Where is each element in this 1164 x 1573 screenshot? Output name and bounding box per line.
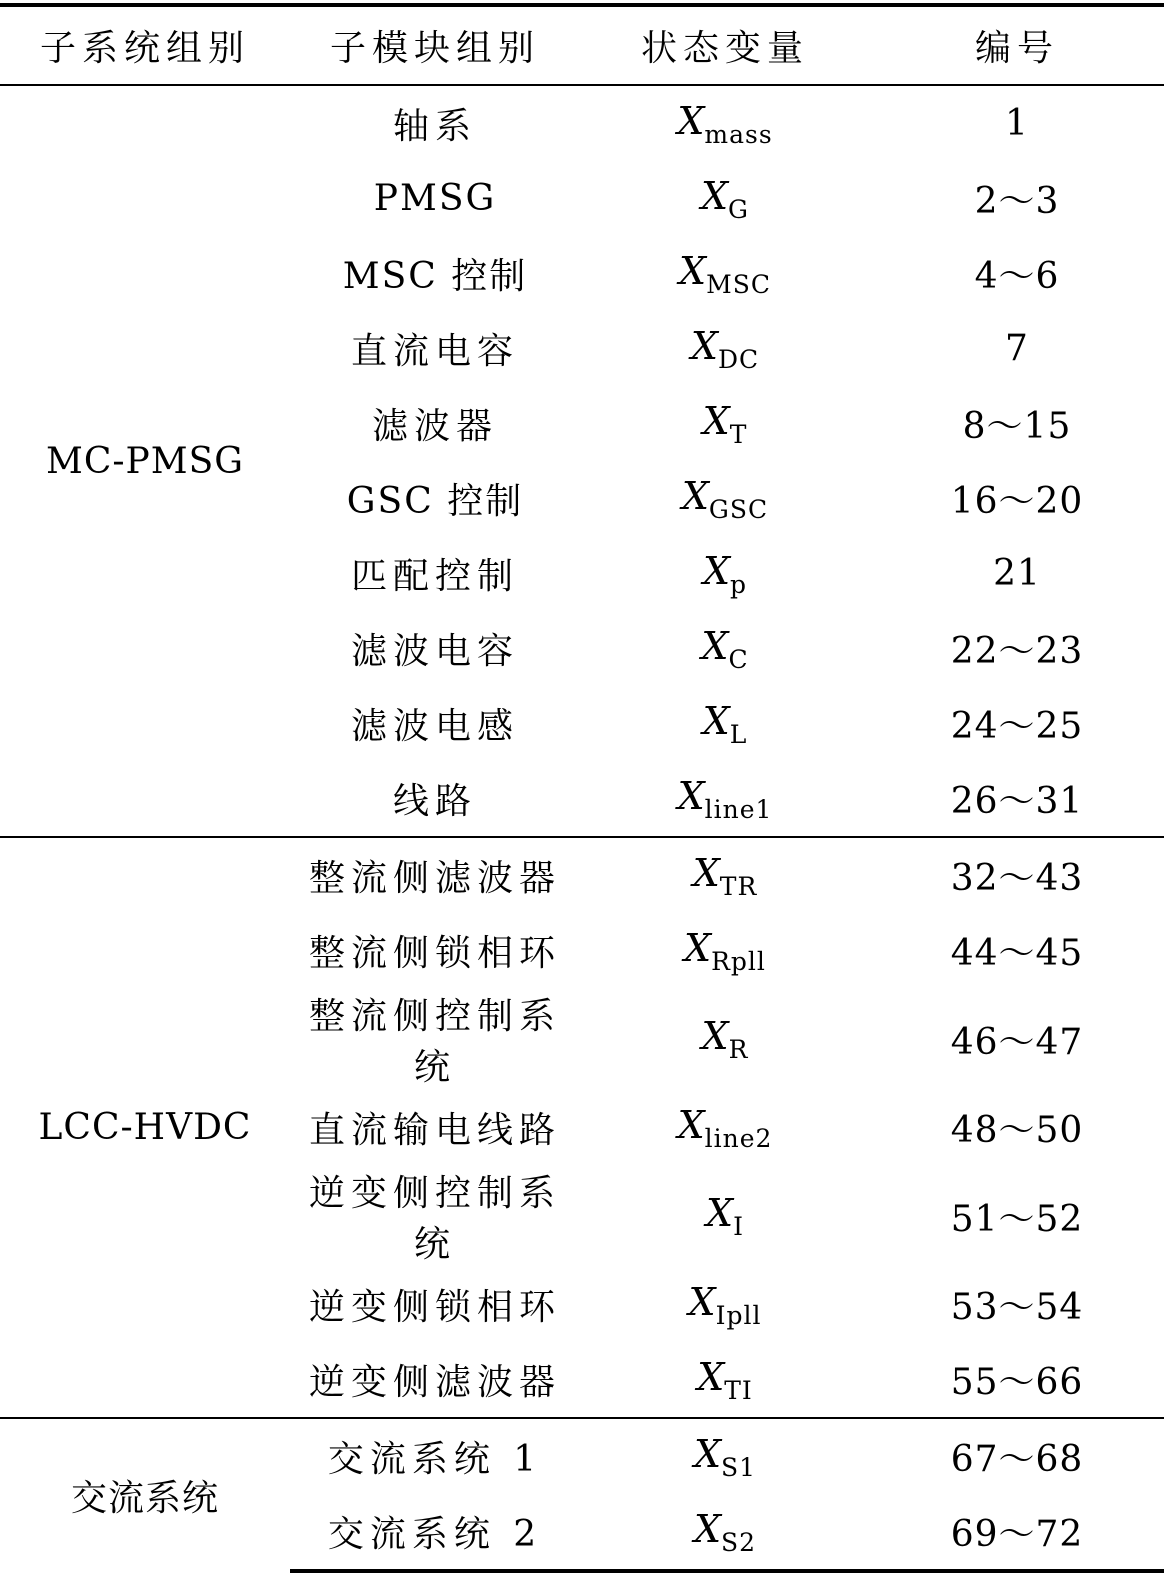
number-cell: 7 [1005, 328, 1029, 369]
state-variable-cell [580, 1342, 870, 1418]
variable-subscript: MSC [706, 269, 771, 299]
variable-subscript: C [728, 644, 749, 674]
subsystem-cell: MC-PMSG [45, 440, 245, 482]
number-cell: 32～43 [870, 837, 1164, 913]
variable-subscript: TR [719, 871, 758, 901]
state-variable-cell [580, 761, 870, 837]
header-module: 子模块组别 [290, 5, 580, 85]
variable-symbol: X [700, 173, 729, 218]
state-variable-cell [580, 1418, 870, 1494]
variable-symbol: X [702, 548, 731, 593]
number-cell: 69～72 [870, 1494, 1164, 1571]
variable-subscript: S1 [721, 1452, 757, 1482]
variable-subscript: p [730, 569, 748, 599]
subsystem-group [0, 837, 1164, 1418]
state-variable-cell [580, 611, 870, 686]
subsystem-cell: 交流系统 [0, 1418, 290, 1571]
variable-symbol: X [677, 773, 705, 818]
state-variable-cell [580, 1165, 870, 1267]
state-variable-cell [580, 988, 870, 1090]
variable-subscript: R [728, 1035, 749, 1064]
header-number: 编号 [870, 5, 1164, 85]
variable-symbol: X [677, 98, 705, 143]
module-cell: 交流系统 1 [290, 1418, 580, 1494]
variable-subscript: T [729, 419, 748, 449]
module-cell: 滤波电容 [350, 631, 519, 672]
variable-subscript: L [729, 719, 748, 749]
number-cell: 1 [1005, 103, 1029, 144]
module-cell: 整流侧控制系统 [308, 996, 561, 1088]
variable-symbol: X [693, 1506, 721, 1551]
variable-subscript: GSC [708, 494, 769, 524]
module-cell: PMSG [373, 178, 497, 219]
state-variable-cell [580, 161, 870, 236]
module-cell: 直流输电线路 [308, 1110, 561, 1151]
variable-symbol: X [679, 248, 707, 293]
number-cell: 21 [993, 553, 1041, 594]
number-cell: 51～52 [950, 1198, 1084, 1240]
module-cell: 匹配控制 [350, 556, 519, 597]
subsystem-group [0, 85, 1164, 837]
variable-symbol: X [702, 398, 730, 443]
state-variable-cell [580, 1494, 870, 1571]
variable-symbol: X [706, 1191, 734, 1235]
module-cell: MSC 控制 [342, 256, 528, 297]
state-variable-cell [580, 686, 870, 761]
module-cell: 逆变侧控制系统 [308, 1173, 561, 1265]
number-cell: 2～3 [974, 181, 1060, 222]
variable-symbol: X [692, 850, 720, 895]
variable-subscript: TI [724, 1375, 753, 1405]
variable-symbol: X [690, 323, 718, 368]
variable-symbol: X [677, 1102, 705, 1147]
variable-symbol: X [693, 1431, 721, 1476]
module-cell: 逆变侧锁相环 [308, 1287, 561, 1328]
module-cell: 逆变侧滤波器 [308, 1362, 561, 1403]
state-variable-cell [580, 536, 870, 611]
variable-symbol: X [702, 698, 730, 743]
variable-subscript: Ipll [715, 1300, 762, 1330]
variable-subscript: mass [704, 119, 773, 149]
state-variable-table [0, 3, 1164, 1573]
state-variable-cell [580, 913, 870, 988]
number-cell: 67～68 [870, 1418, 1164, 1494]
number-cell: 55～66 [950, 1362, 1084, 1403]
number-cell: 22～23 [950, 631, 1084, 672]
state-variable-cell [580, 1090, 870, 1165]
number-cell: 4～6 [974, 256, 1060, 297]
variable-subscript: Rpll [711, 946, 766, 976]
table-row [0, 1418, 1164, 1494]
state-variable-cell [580, 461, 870, 536]
number-cell: 8～15 [962, 406, 1072, 447]
table-header [0, 5, 1164, 85]
state-variable-cell [580, 85, 870, 161]
number-cell: 53～54 [950, 1287, 1084, 1328]
number-cell: 26～31 [950, 781, 1084, 822]
variable-symbol: X [697, 1354, 725, 1399]
subsystem-cell: LCC-HVDC [0, 837, 290, 1418]
variable-subscript: line2 [704, 1123, 773, 1153]
variable-subscript: G [728, 194, 750, 224]
number-cell: 44～45 [950, 933, 1084, 974]
variable-subscript: line1 [704, 794, 773, 824]
state-variable-cell [580, 311, 870, 386]
table-row [0, 837, 1164, 913]
module-cell: GSC 控制 [346, 481, 524, 522]
table-row [0, 85, 1164, 161]
state-variable-cell [580, 837, 870, 913]
state-variable-cell [580, 386, 870, 461]
variable-symbol: X [688, 1279, 716, 1324]
variable-symbol: X [681, 473, 709, 518]
module-cell: 交流系统 2 [290, 1494, 580, 1571]
variable-subscript: DC [717, 344, 760, 374]
number-cell: 46～47 [950, 1021, 1084, 1063]
variable-subscript: S2 [721, 1527, 757, 1557]
module-cell: 滤波器 [371, 406, 498, 447]
state-variable-cell [580, 236, 870, 311]
variable-symbol: X [684, 925, 712, 970]
variable-symbol: X [701, 1014, 729, 1058]
state-variable-cell [580, 1267, 870, 1342]
variable-symbol: X [701, 623, 729, 668]
variable-subscript: I [733, 1212, 744, 1241]
number-cell: 24～25 [950, 706, 1084, 747]
number-cell: 48～50 [950, 1110, 1084, 1151]
header-row [0, 5, 1164, 85]
number-cell: 16～20 [950, 481, 1084, 522]
module-cell: 直流电容 [350, 331, 519, 372]
header-subsystem: 子系统组别 [0, 5, 290, 85]
module-cell: 整流侧锁相环 [308, 933, 561, 974]
module-cell: 整流侧滤波器 [290, 837, 580, 913]
subsystem-group [0, 1418, 1164, 1571]
header-state-variable: 状态变量 [580, 5, 870, 85]
module-cell: 线路 [392, 781, 477, 822]
module-cell: 轴系 [392, 106, 477, 147]
module-cell: 滤波电感 [350, 706, 519, 747]
